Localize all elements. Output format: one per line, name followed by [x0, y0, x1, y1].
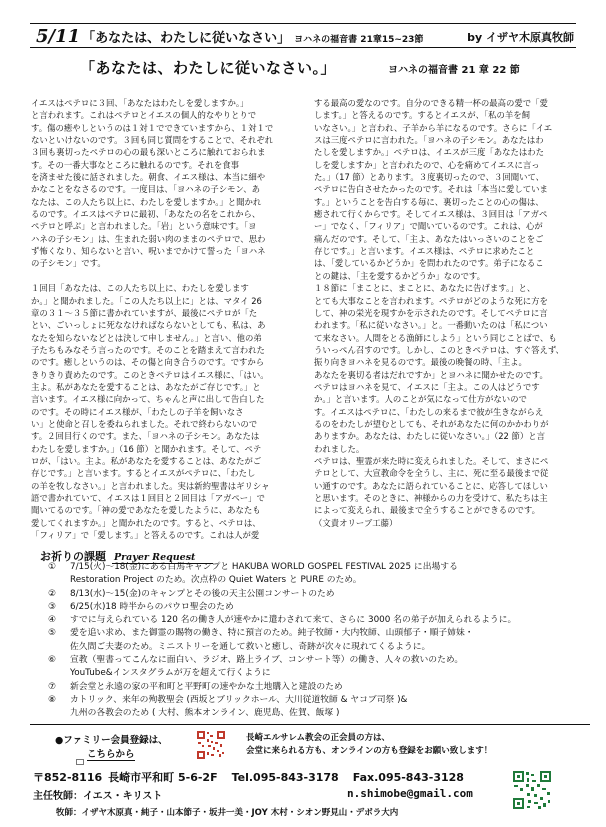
sermon-text-line: ペテロと呼ぶ」と言われました。「岩」という意味です。「ヨ [31, 221, 257, 232]
sermon-text-line: によって変えられ、最後まで全うすることができるのです。 [314, 505, 540, 516]
prayer-heading-en: Prayer Request [112, 552, 213, 564]
prayer-item-number: ④ [48, 615, 56, 626]
sermon-text-line: する最高の愛なのです。自分のできる精一杯の最高の愛で「愛 [314, 98, 548, 108]
sermon-text-line: ういっぺん召すのです。しかし、このときペテロは、すぐ答えず、 [314, 344, 564, 355]
chief-pastor: 主任牧師：イエス・キリスト [33, 791, 163, 802]
prayer-item-text: すでに与えられている 120 名の働き人が速やかに遣わされて来て、さらに 3000 名の弟子が加えられるように。 [70, 615, 517, 626]
sermon-text-line: テロとして、大宣教命令を全うし、主に、死に至る最後まで従 [314, 468, 549, 479]
fax: Fax.095-843-3128 [352, 771, 464, 784]
sermon-text-line: 主よ。私があなたを愛することは、あなたがご存じです。」と [31, 381, 261, 392]
sermon-column-left [31, 97, 301, 541]
sermon-text-line: 存じです。」と言います。イエス様は、ペテロに求めたこと [314, 246, 535, 257]
sermon-text-line: なたを知らないなどとは決して申しません。」と言い、他の弟 [31, 332, 262, 343]
scripture-reference: ヨハネの福音書 21章15~23節 [294, 35, 424, 45]
footer-divider [30, 724, 590, 725]
sermon-date: 5/11 [36, 26, 81, 47]
sermon-text-line: か。」と言います。人のことが気になって仕方がないので [314, 394, 527, 405]
sermon-text-line: か。」と聞かれました。「この人たち以上に」とは、マタイ 26 [31, 295, 262, 306]
prayer-heading-ja: お祈りの課題 [40, 550, 106, 563]
sermon-text-line: 癒されて行くからです。そしてイエス様は、３回目は「アガペ [314, 209, 548, 220]
sermon-text-line: ３回も裏切ったペテロの心の最も深いところに触れておられま [31, 147, 266, 158]
sermon-text-line: と言われます。これはペテロとイエスの個人的なやりとりで [31, 110, 257, 121]
sermon-text-line: す。イエスはペテロに、「わたしの来るまで彼が生きながらえ [314, 406, 544, 417]
sermon-text-line: す。その一番大事なところに触れるのです。それを食事 [31, 159, 240, 170]
sermon-text-line: るのです。イエスはペテロに最初、「あなたの名をこれから、 [31, 209, 261, 220]
sermon-text-line: ペテロは、聖霊が来た時に変えられました。そして、まさにペ [314, 455, 549, 466]
prayer-item-number: ① [48, 562, 56, 572]
prayer-item-text: カトリック、来年の殉教聖会 (西坂とブリックホール、大川従道牧師 & ヤコブ司祭 )& [70, 694, 408, 705]
sermon-text-line: て来なさい。人間をとる漁師にしよう」という同じことばで、も [314, 332, 557, 343]
prayer-item-number: ⑦ [48, 681, 56, 692]
postal-code: 〒852-8116 [33, 771, 103, 784]
sermon-text-line: １８節に「まことに、まことに、あなたに告げます。」と、 [314, 283, 536, 294]
header-top-rule [30, 23, 576, 24]
sermon-text-line: して、神の栄光を現すかを示されたのです。そしてペテロに言 [314, 307, 548, 318]
prayer-request-list [48, 561, 582, 721]
sermon-text-line: を済ませた後に話されました。朝食、イエス様は、本当に細や [31, 172, 266, 183]
prayer-item-text: Restoration Project のため。次点枠の Quiet Waters と PURE のため。 [70, 575, 362, 586]
prayer-item-text: 佐久間ご夫妻のため。ミニストリーを通して救いと癒し、奇跡が次々に現れてくるように。 [70, 641, 431, 652]
sermon-text-line: とい、ごいっしょに死ななければならないとしても、私は、あ [31, 320, 266, 331]
small-logo-icon [76, 759, 84, 765]
sermon-text-line: と思います。そのときに、神様からの力を受けて、私たちは主 [314, 493, 548, 503]
prayer-item [48, 694, 582, 721]
sermon-text-line: い」と使命と召しを委ねられました。それで終わらないので [31, 418, 258, 429]
prayer-item [48, 681, 582, 694]
sermon-text-line: しを愛しますか」と言われたので、心を痛めてイエスに言っ [314, 159, 540, 170]
sermon-text-line: スは三度ペテロに言われた。「ヨハネの子シモン。あなたはわ [314, 135, 544, 146]
sermon-text-line: われました。 [314, 443, 365, 454]
prayer-item-number: ⑧ [48, 694, 56, 705]
sermon-text-line: わたしを愛しますか。」（16 節）と聞かれます。そして、ペテ [31, 443, 262, 454]
sermon-text-line: の子シモン」です。 [31, 258, 106, 269]
prayer-item-number: ⑥ [48, 655, 56, 666]
sermon-text-line: たしを愛しますか。」ペテロは、イエスが三度「あなたはわた [314, 147, 544, 158]
sermon-text-line: われます。「私に従いなさい。」と。一番動いたのは「私につい [314, 320, 548, 331]
sermon-text-line: いなさい。」と言われ、子羊から羊になるのです。さらに「イエ [314, 122, 553, 133]
sermon-text-line: のです。その時にイエス様が、「わたしの子羊を飼いなさ [31, 406, 244, 417]
sermon-text-line: ペテロはヨハネを見て、イエスに「主よ。この人はどうです [314, 381, 540, 392]
prayer-item-text: 九州の各教会のため ( 大村、熊本オンライン、鹿児島、佐賀、飯塚 ) [70, 708, 340, 719]
prayer-item-text: 8/13(水)〜15(金)のキャンプとその後の天主公園コンサートのため [70, 588, 335, 599]
prayer-item [48, 614, 582, 627]
email-address[interactable]: n.shimobe@gmail.com [347, 787, 473, 800]
prayer-item [48, 561, 582, 588]
sermon-text-line: 聞いてるのです。「神の愛であなたを愛したように、あなたも [31, 505, 261, 516]
sermon-text-line: イエスはペテロに３回、「あなたはわたしを愛しますか。」 [31, 98, 249, 108]
sermon-text-line: ー」でなく、「フィリア」で聞いているのです。これは、心が [314, 221, 543, 232]
sermon-text-line: かなことをなさるのです。一度目は、「ヨハネの子シモン、あ [31, 184, 260, 195]
sermon-author: by イザヤ木原真牧師 [467, 31, 574, 44]
sermon-text-line: ハネの子シモン」は、生まれた弱い肉のままのペテロで、思わ [31, 233, 266, 244]
sermon-text-line: あなたを裏切る者はだれですか」とヨハネに聞かせたのです。 [314, 369, 548, 380]
sermon-text-line: との鍵は、「主を愛するかどうか」なのです。 [314, 270, 486, 281]
sermon-text-line: します。」と答えるのです。するとイエスが、「私の羊を飼 [314, 110, 531, 121]
ministers-list: 牧師：イザヤ木原真・純子・山本節子・坂井一美・JOY 木村・シオン野見山・デボラ大内 [56, 808, 399, 818]
sermon-text-line: （文責オリーブ工藤） [314, 517, 398, 528]
sermon-text-line: 「フィリア」で「愛します。」と答えるのです。これは人が愛 [31, 530, 260, 541]
qr-code-icon[interactable] [512, 770, 552, 810]
sermon-text-line: なたは、この人たち以上に、わたしを愛しますか。」と聞かれ [31, 196, 262, 207]
sermon-text-line: とても大事なことを言われます。ペテロがどのような死に方を [314, 295, 548, 306]
sermon-text-line: ないといけないのです。３回も同じ質問をすることで、それぞれ [31, 135, 274, 146]
sermon-text-line: た。」（17 節）とあります。３度裏切ったので、３回聞いて、 [314, 172, 545, 183]
family-registration-link[interactable]: こちらから [87, 749, 135, 760]
sermon-title: 「あなたは、わたしに従いなさい」 [82, 31, 291, 46]
family-registration-note [246, 732, 492, 758]
prayer-item-number: ③ [48, 601, 56, 612]
prayer-item [48, 601, 582, 614]
sermon-text-line: るのをわたしが望むとしても、それがあなたに何のかかわりが [314, 418, 549, 429]
sermon-text-line [31, 270, 301, 282]
contact-info [33, 769, 464, 785]
sermon-text-line: 存じです。」と言います。するとイエスがペテロに、「わたし [31, 468, 256, 479]
prayer-item [48, 627, 582, 654]
prayer-item-text: YouTube&インスタグラムが万を超えて行くように [70, 668, 271, 679]
sermon-text-line: す。」ということを告白する毎に、裏切ったことの心の傷は、 [314, 196, 544, 207]
sermon-text-line: す。２回目行くのです。また、「ヨハネの子シモン。あなたは [31, 431, 260, 442]
sermon-text-line: ロが、「はい。主よ。私があなたを愛することは、あなたがご [31, 455, 262, 466]
sermon-text-line: のです。癒しというのは、その傷と向き合うのです。ですから [31, 357, 265, 368]
prayer-item-text: 6/25(水)18 時半からのパウロ聖会のため [70, 601, 234, 612]
key-verse-reference: ヨハネの福音書 21 章 22 節 [388, 65, 520, 76]
sermon-text-line: 愛してくれますか。」と聞かれたのです。すると、ペテロは、 [31, 517, 261, 528]
prayer-item-number: ② [48, 588, 56, 599]
prayer-item-text: 7/15(火)〜18(金)にある白馬キャンプと HAKUBA WORLD GOSPEL FESTIVAL 2025 に出場する [70, 562, 458, 572]
sermon-text-line: 子たちもみなそう言ったのです。そのことを踏まえて言われた [31, 344, 265, 355]
qr-code-icon[interactable] [196, 730, 226, 760]
sermon-column-right [314, 97, 578, 529]
family-note-line-1: 長崎エルサレム教会の正会員の方は、 [246, 733, 390, 743]
address: 長崎市平和町 5-6-2F [108, 771, 218, 784]
sermon-text-line: の羊を牧しなさい。」と言われました。実は新約聖書はギリシャ [31, 480, 270, 491]
sermon-text-line: 振り向きヨハネを見るのです。最後の晩餐の時、「主よ。 [314, 357, 527, 368]
sermon-text-line: 章の３１〜３５節に書かれていますが、最後にペテロが「た [31, 307, 258, 318]
sermon-text-line: す。傷の癒やしというのは１対１でできていますから、１対１で [31, 122, 274, 133]
sermon-text-line: １回目「あなたは、この人たち以上に、わたしを愛します [31, 283, 249, 294]
prayer-item [48, 588, 582, 601]
sermon-text-line: ありますか。あなたは、わたしに従いなさい。」（22 節）と言 [314, 431, 546, 442]
telephone[interactable]: Tel.095-843-3178 [231, 771, 339, 784]
sermon-text-line: きりきり責めたのです。このときペテロはイエス様に、「はい。 [31, 369, 269, 380]
page-title: 「あなたは、わたしに従いなさい。」 [80, 59, 337, 77]
prayer-item-text: 宣教（聖書ってこんなに面白い、ラジオ、路上ライブ、コンサート等）の働き、人々の救いのため。 [70, 655, 464, 666]
prayer-item-number: ⑤ [48, 628, 56, 639]
prayer-item [48, 654, 582, 681]
prayer-item-text: 新会堂と永遠の家の平和町と平野町の速やかな土地購入と建設のため [70, 681, 343, 692]
sermon-text-line: 言います。イエス様に向かって、ちゃんと声に出して告白した [31, 394, 265, 405]
family-note-line-2: 会堂に来られる方も、オンラインの方も登録をお願い致します！ [246, 746, 493, 756]
sermon-text-line: は、「愛しているかどうか」を問われたのです。弟子になるこ [314, 258, 544, 269]
sermon-text-line: い通すのです。あなたに語られていることに、応答してほしい [314, 480, 548, 491]
sermon-text-line: 語で書かれていて、イエスは１回目と２回目は「アガペー」で [31, 493, 265, 503]
family-registration-label: ●ファミリー会員登録は、 [55, 735, 168, 746]
prayer-item-text: 愛を追い求め、また御霊の賜物の働き、特に預言のため。純子牧師・大内牧師、山頭郁子・順子姉妹・ [70, 628, 474, 639]
header-bottom-rule [30, 47, 576, 48]
bulletin-header [36, 26, 576, 48]
sermon-text-line: 痛んだのです。そして、「主よ、あなたはいっさいのことをご [314, 233, 544, 244]
sermon-text-line: ず怖くなり、知らないと言い、呪いまでかけて誓った「ヨハネ [31, 246, 266, 257]
sermon-text-line: ペテロに告白させたかったのです。それは「本当に愛していま [314, 184, 548, 195]
